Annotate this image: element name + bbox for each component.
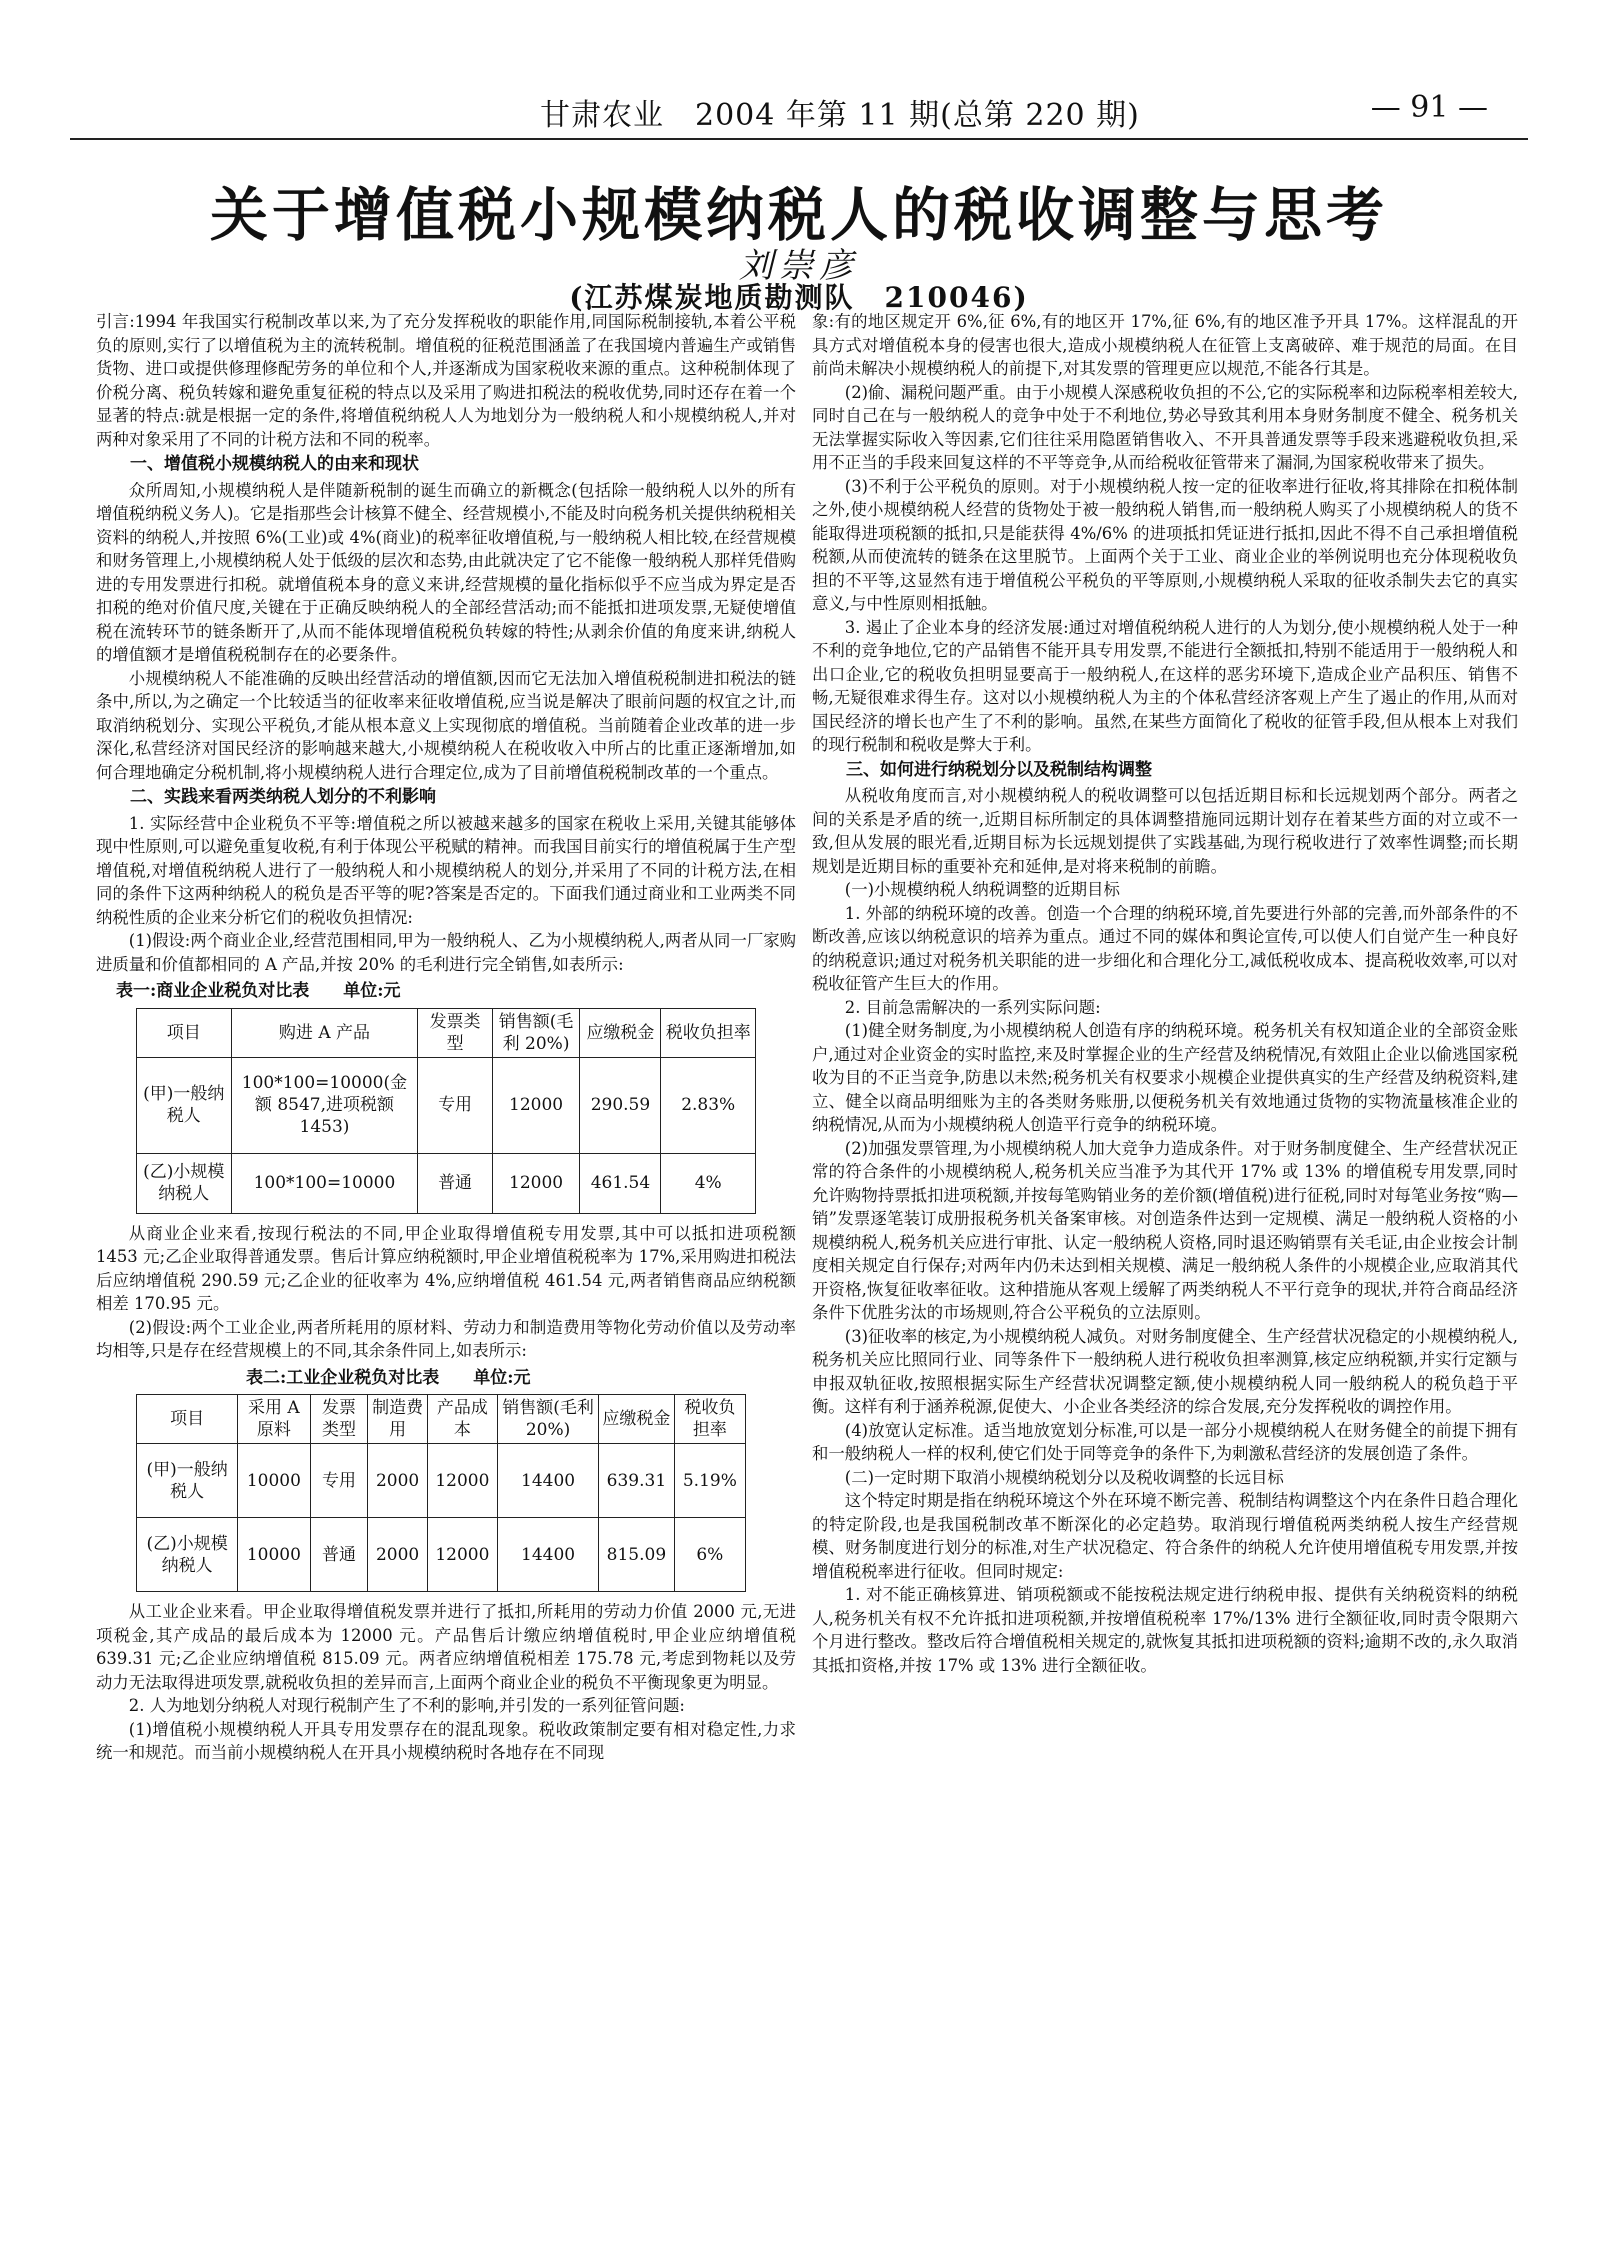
table-row (137, 1057, 756, 1153)
subsection-heading: (一)小规模纳税人纳税调整的近期目标 (844, 880, 1120, 899)
table-commercial-tax (136, 1008, 756, 1214)
table-cell: 2.83% (661, 1057, 756, 1153)
table-header-cell: 购进 A 产品 (231, 1008, 418, 1057)
table-header-cell: 销售额(毛利 20%) (492, 1008, 580, 1057)
table-header-cell: 应缴税金 (580, 1008, 661, 1057)
table-cell: 461.54 (580, 1153, 661, 1213)
body-paragraph: 小规模纳税人不能准确的反映出经营活动的增值额,因而它无法加入增值税税制进扣税法的链条中,所以,为之确定一个比较适当的征收率来征收增值税,应当说是解决了眼前问题的权宜之计,而取消纳税划分、实现公平税负,才能从根本意义上实现彻底的增值税。当前随着企业改革的进一步深化,私营经济对国民经济的影响越来越大,小规模纳税人在税收收入中所占的比重正逐渐增加,如何合理地确定分税机制,将小规模纳税人进行合理定位,成为了目前增值税税制改革的一个重点。 (96, 668, 796, 782)
table-header-cell: 采用 A 原料 (238, 1395, 310, 1444)
table-cell: 100*100=10000(金额 8547,进项税额 1453) (231, 1057, 418, 1153)
table-cell: 290.59 (580, 1057, 661, 1153)
body-paragraph: 众所周知,小规模纳税人是伴随新税制的诞生而确立的新概念(包括除一般纳税人以外的所有增值税纳税义务人)。它是指那些会计核算不健全、经营规模小,不能及时向税务机关提供纳税相关资料的纳税人,并按照 6%(工业)或 4%(商业)的税率征收增值税,与一般纳税人相比较,在经营规模和财务管理上,小规模纳税人处于低级的层次和态势,由此就决定了它不能像一般纳税人那样凭借购进的专用发票进行扣税。就增值税本身的意义来讲,经营规模的量化指标似乎不应当成为界定是否扣税的绝对价值尺度,关键在于正确反映纳税人的全部经营活动;而不能抵扣进项发票,无疑使增值税在流转环节的链条断开了,从而不能体现增值税税负转嫁的特性;从剥余价值的角度来讲,纳税人的增值额才是增值税税制存在的必要条件。 (96, 480, 797, 664)
right-column (812, 310, 1518, 1677)
table-header-row (137, 1395, 746, 1444)
body-paragraph: (2)偷、漏税问题严重。由于小规模人深感税收负担的不公,它的实际税率和边际税率相差较大,同时自己在与一般纳税人的竞争中处于不利地位,势必导致其利用本身财务制度不健全、税务机关无法掌握实际收入等因素,它们往往采用隐匿销售收入、不开具普通发票等手段来逃避税收负担,采用不正当的手段来回复这样的不平等竞争,从而给税收征管带来了漏洞,为国家税收带来了损失。 (812, 382, 1518, 472)
table-header-cell: 销售额(毛利 20%) (497, 1395, 598, 1444)
table-header-cell: 发票类型 (310, 1395, 368, 1444)
table-header-cell: 制造费用 (368, 1395, 427, 1444)
table-cell: 10000 (238, 1444, 310, 1518)
body-paragraph: (4)放宽认定标准。适当地放宽划分标准,可以是一部分小规模纳税人在财务健全的前提下拥有和一般纳税人一样的权利,使它们处于同等竞争的条件下,为刺激私营经济的发展创造了条件。 (812, 1420, 1518, 1463)
table-cell: 12000 (492, 1057, 580, 1153)
table-industrial-tax (136, 1394, 746, 1592)
table-header-cell: 项目 (137, 1395, 238, 1444)
table-cell: (乙)小规模纳税人 (137, 1518, 238, 1592)
table-cell: 2000 (368, 1518, 427, 1592)
table-cell: 815.09 (599, 1518, 675, 1592)
running-header (70, 82, 1528, 140)
table-cell: 5.19% (674, 1444, 745, 1518)
section-heading-2: 二、实践来看两类纳税人划分的不利影响 (130, 787, 436, 807)
table-cell: 专用 (310, 1444, 368, 1518)
table-header-cell: 项目 (137, 1008, 232, 1057)
table-cell: (甲)一般纳税人 (137, 1057, 232, 1153)
body-paragraph: (1)假设:两个商业企业,经营范围相同,甲为一般纳税人、乙为小规模纳税人,两者从同一厂家购进质量和价值都相同的 A 产品,并按 20% 的毛利进行完全销售,如表所示: (96, 931, 797, 974)
body-paragraph: (1)健全财务制度,为小规模纳税人创造有序的纳税环境。税务机关有权知道企业的全部资金账户,通过对企业资金的实时监控,来及时掌握企业的生产经营及纳税情况,有效阻止企业以偷逃国家税收为目的不正当竞争,防患以未然;税务机关有权要求小规模企业提供真实的生产经营及纳税资料,建立、健全以商品明细账为主的各类财务账册,以便税务机关有效地通过货物的实物流量核准企业的纳税情况,从而为小规模纳税人创造平行竞争的纳税环境。 (812, 1021, 1518, 1134)
body-paragraph: 1. 实际经营中企业税负不平等:增值税之所以被越来越多的国家在税收上采用,关键其能够体现中性原则,可以避免重复收税,有利于体现公平税赋的精神。而我国目前实行的增值税属于生产型增值税,对增值税纳税人进行了一般纳税人和小规模纳税人的划分,并采用了不同的计税方法,在相同的条件下这两种纳税人的税负是否平等的呢?答案是否定的。下面我们通过商业和工业两类不同纳税性质的企业来分析它们的税收负担情况: (96, 813, 796, 927)
body-paragraph: 象:有的地区规定开 6%,征 6%,有的地区开 17%,征 6%,有的地区准予开具 17%。这样混乱的开具方式对增值税本身的侵害也很大,造成小规模纳税人在征管上支离破碎、难于规范的局面。在目前尚未解决小规模纳税人的前提下,对其发票的管理更应以规范,不能各行其是。 (812, 312, 1518, 378)
section-heading-3: 三、如何进行纳税划分以及税制结构调整 (846, 759, 1152, 780)
table-cell: (乙)小规模纳税人 (137, 1153, 232, 1213)
body-paragraph: (2)加强发票管理,为小规模纳税人加大竞争力造成条件。对于财务制度健全、生产经营状况正常的符合条件的小规模纳税人,税务机关应当准予为其代开 17% 或 13% 的增值税专用发票,同时允许购物持票抵扣进项税额,并按每笔购销业务的差价额(增值税)进行征税,同时对每笔业务按“购—销”发票逐笔装订成册报税务机关备案审核。对创造条件达到一定规模、满足一般纳税人资格的小规模纳税人,税务机关应进行审批、认定一般纳税人资格,同时退还购销票有关毛证,由企业按会计制度相关规定自行保存;对两年内仍未达到相关规模、满足一般纳税人条件的小规模企业,应取消其代开资格,恢复征收率征收。这种措施从客观上缓解了两类纳税人不平行竞争的现状,并符合商品经济条件下优胜劣汰的市场规则,符合公平税负的立法原则。 (812, 1138, 1518, 1322)
table-cell: 12000 (492, 1153, 580, 1213)
table-cell: 12000 (427, 1518, 497, 1592)
table1-caption: 表一:商业企业税负对比表 单位:元 (116, 981, 401, 1001)
body-paragraph: 2. 人为地划分纳税人对现行税制产生了不利的影响,并引发的一系列征管问题: (128, 1696, 685, 1715)
body-paragraph: (3)不利于公平税负的原则。对于小规模纳税人按一定的征收率进行征收,将其排除在扣税体制之外,使小规模纳税人经营的货物处于被一般纳税人销售,而一般纳税人购买了小规模纳税人的货不能取得进项税额的抵扣,只是能获得 4%/6% 的进项抵扣凭证进行抵扣,因此不得不自己承担增值税税额,从而使流转的链条在这里脱节。上面两个关于工业、商业企业的举例说明也充分体现税收负担的不平等,这显然有违于增值税公平税负的平等原则,小规模纳税人采取的征收杀制失去它的真实意义,与中性原则相抵触。 (812, 476, 1518, 613)
table-row (137, 1444, 746, 1518)
table-header-row (137, 1008, 756, 1057)
table-cell: 4% (661, 1153, 756, 1213)
table-row (137, 1518, 746, 1592)
article-author: 刘崇彦 (739, 246, 859, 286)
table-cell: (甲)一般纳税人 (137, 1444, 238, 1518)
body-paragraph: (3)征收率的核定,为小规模纳税人减负。对财务制度健全、生产经营状况稳定的小规模纳税人,税务机关应比照同行业、同等条件下一般纳税人进行税收负担率测算,核定应纳税额,并实行定额与申报双轨征收,按照根据实际生产经营状况调整定额,使小规模纳税人同一般纳税人的税负趋于平衡。这样有利于涵养税源,促使大、小企业各类经济的综合发展,充分发挥税收的调控作用。 (812, 1326, 1518, 1416)
table-cell: 639.31 (599, 1444, 675, 1518)
body-paragraph: (1)增值税小规模纳税人开具专用发票存在的混乱现象。税收政策制定要有相对稳定性,力求统一和规范。而当前小规模纳税人在开具小规模纳税时各地存在不同现 (96, 1719, 796, 1762)
table-cell: 专用 (418, 1057, 492, 1153)
body-paragraph: 这个特定时期是指在纳税环境这个外在环境不断完善、税制结构调整这个内在条件日趋合理化的特定阶段,也是我国税制改革不断深化的必定趋势。取消现行增值税两类纳税人按生产经营规模、财务制度进行划分的标准,对生产状况稳定、符合条件的纳税人允许使用增值税专用发票,并按增值税税率进行征收。但同时规定: (812, 1491, 1518, 1581)
body-paragraph: 1. 外部的纳税环境的改善。创造一个合理的纳税环境,首先要进行外部的完善,而外部条件的不断改善,应该以纳税意识的培养为重点。通过不同的媒体和舆论宣传,可以使人们自觉产生一种良好的纳税意识;通过对税务机关职能的进一步细化和合理化分工,减低税收成本、提高税收效率,可以对税收征管产生巨大的作用。 (812, 903, 1518, 993)
table-cell: 普通 (310, 1518, 368, 1592)
page-number: — 91 — (1370, 90, 1488, 125)
table-header-cell: 产品成本 (427, 1395, 497, 1444)
subsection-heading: (二)一定时期下取消小规模纳税划分以及税收调整的长远目标 (844, 1467, 1284, 1487)
table-cell: 2000 (368, 1444, 427, 1518)
table-header-cell: 应缴税金 (599, 1395, 675, 1444)
table-cell: 10000 (238, 1518, 310, 1592)
table-header-cell: 税收负担率 (674, 1395, 745, 1444)
table-cell: 14400 (497, 1518, 598, 1592)
table-cell: 6% (674, 1518, 745, 1592)
author-affiliation: (江苏煤炭地质勘测队 210046) (569, 281, 1029, 314)
body-paragraph: 2. 目前急需解决的一系列实际问题: (844, 997, 1101, 1017)
body-paragraph: 1. 对不能正确核算进、销项税额或不能按税法规定进行纳税申报、提供有关纳税资料的纳税人,税务机关有权不允许抵扣进项税额,并按增值税税率 17%/13% 进行全额征收,同时责令限期六个月进行整改。整改后符合增值税相关规定的,就恢复其抵扣进项税额的资料;逾期不改的,永久取消其抵扣资格,并按 17% 或 13% 进行全额征收。 (812, 1585, 1518, 1675)
table-header-cell: 发票类型 (418, 1008, 492, 1057)
intro-paragraph: 引言:1994 年我国实行税制改革以来,为了充分发挥税收的职能作用,同国际税制接轨,本着公平税负的原则,实行了以增值税为主的流转税制。增值税的征税范围涵盖了在我国境内普遍生产或销售货物、进口或提供修理修配劳务的单位和个人,并逐渐成为国家税收来源的重点。这种税制体现了价税分离、税负转嫁和避免重复征税的特点以及采用了购进扣税法的税收优势,同时还存在着一个显著的特点:就是根据一定的条件,将增值税纳税人人为地划分为一般纳税人和小规模纳税人,并对两种对象采用了不同的计税方法和不同的税率。 (96, 312, 796, 449)
left-column (96, 310, 796, 1765)
journal-name: 甘肃农业 2004 年第 11 期(总第 220 期) (540, 98, 1140, 133)
table-cell: 12000 (427, 1444, 497, 1518)
table2-caption: 表二:工业企业税负对比表 单位:元 (246, 1367, 531, 1388)
body-paragraph: 从税收角度而言,对小规模纳税人的税收调整可以包括近期目标和长远规划两个部分。两者之间的关系是矛盾的统一,近期目标所制定的具体调整措施同远期计划存在着某些方面的对立或不一致,但从发展的眼光看,近期目标为长远规划提供了实践基础,为现行税收进行了效率性调整;而长期规划是近期目标的重要补充和延伸,是对将来税制的前瞻。 (812, 786, 1518, 876)
body-paragraph: 从工业企业来看。甲企业取得增值税发票并进行了抵扣,所耗用的劳动力价值 2000 元,无进项税金,其产成品的最后成本为 12000 元。产品售后计缴应纳增值税时,甲企业应纳增值税 639.31 元;乙企业应纳增值税 815.09 元。两者应纳增值税相差 175.78 元,考虑到物耗以及劳动力无法取得进项发票,就税收负担的差异而言,上面两个商业企业的税负不平衡现象更为明显。 (96, 1602, 796, 1692)
article-title: 关于增值税小规模纳税人的税收调整与思考 (209, 181, 1388, 249)
body-paragraph: 3. 遏止了企业本身的经济发展:通过对增值税纳税人进行的人为划分,使小规模纳税人处于一种不利的竞争地位,它的产品销售不能开具专用发票,不能进行全额抵扣,特别不能适用于一般纳税人和出口企业,它的税收负担明显要高于一般纳税人,在这样的恶劣环境下,造成企业产品积压、销售不畅,无疑很难求得生存。这对以小规模纳税人为主的个体私营经济客观上产生了遏止的作用,从而对国民经济的增长也产生了不利的影响。虽然,在某些方面简化了税收的征管手段,但从根本上对我们的现行税制和税收是弊大于利。 (812, 617, 1518, 754)
table-cell: 100*100=10000 (231, 1153, 418, 1213)
table-header-cell: 税收负担率 (661, 1008, 756, 1057)
section-heading-1: 一、增值税小规模纳税人的由来和现状 (130, 454, 419, 474)
body-paragraph: (2)假设:两个工业企业,两者所耗用的原材料、劳动力和制造费用等物化劳动价值以及劳动率均相等,只是存在经营规模上的不同,其余条件同上,如表所示: (96, 1317, 796, 1360)
table-cell: 普通 (418, 1153, 492, 1213)
body-paragraph: 从商业企业来看,按现行税法的不同,甲企业取得增值税专用发票,其中可以抵扣进项税额 1453 元;乙企业取得普通发票。售后计算应纳税额时,甲企业增值税税率为 17%,采用购进扣税法后应纳增值税 290.59 元;乙企业的征收率为 4%,应纳增值税 461.54 元,两者销售商品应纳税额相差 170.95 元。 (96, 1223, 796, 1313)
table-row (137, 1153, 756, 1213)
table-cell: 14400 (497, 1444, 598, 1518)
